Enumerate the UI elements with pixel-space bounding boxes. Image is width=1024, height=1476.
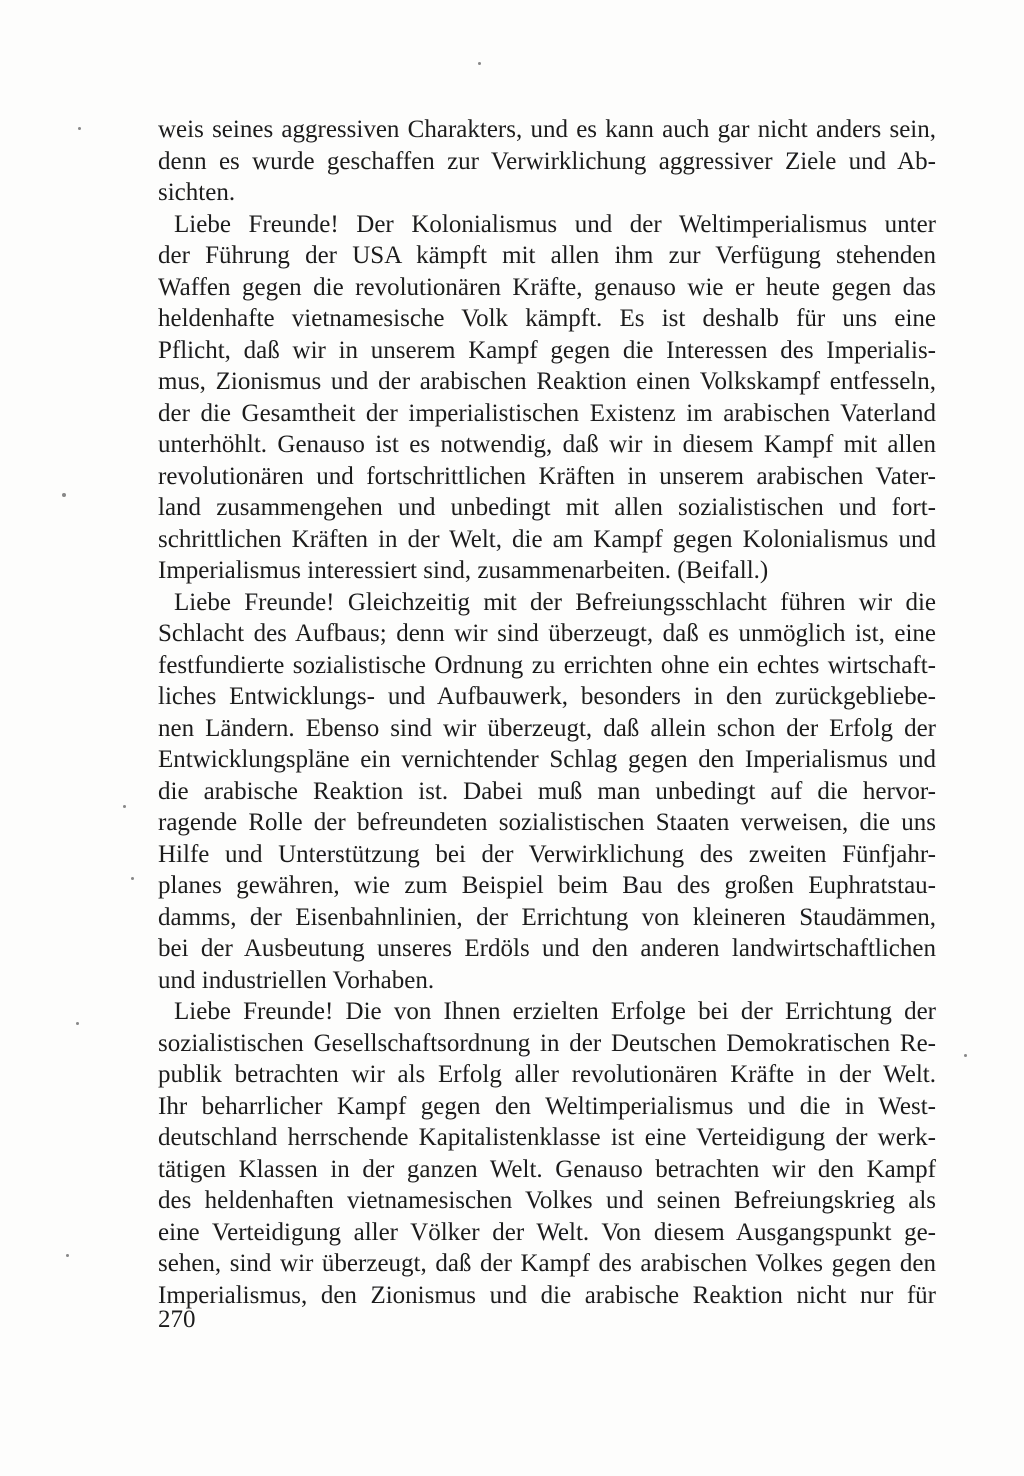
text-line: Waffen gegen die revolutionären Kräfte, genauso wie er heute gegen das xyxy=(158,273,936,301)
text-line: schrittlichen Kräften in der Welt, die am Kampf gegen Kolonialismus und xyxy=(158,525,936,553)
text-line: und industriellen Vorhaben. xyxy=(158,966,435,994)
page-number: 270 xyxy=(158,1306,196,1333)
text-line: land zusammengehen und unbedingt mit allen sozialistischen und fort- xyxy=(158,494,936,521)
scan-speck xyxy=(76,1022,79,1025)
text-line: der Führung der USA kämpft mit allen ihm zur Verfügung stehenden xyxy=(158,242,936,269)
text-line: Liebe Freunde! Die von Ihnen erzielten Erfolge bei der Errichtung der xyxy=(174,998,936,1025)
body-text xyxy=(158,114,936,1311)
text-line: Hilfe und Unterstützung bei der Verwirklichung des zweiten Fünfjahr- xyxy=(158,840,936,868)
text-line: Imperialismus, den Zionismus und die arabische Reaktion nicht nur für xyxy=(158,1281,936,1309)
text-line: festfundierte sozialistische Ordnung zu errichten ohne ein echtes wirtschaft- xyxy=(158,651,936,679)
text-line: ragende Rolle der befreundeten sozialistischen Staaten verweisen, die uns xyxy=(158,809,936,836)
text-line: Ihr beharrlicher Kampf gegen den Weltimperialismus und die in West- xyxy=(158,1092,936,1120)
text-line: des heldenhaften vietnamesischen Volkes und seinen Befreiungskrieg als xyxy=(158,1187,936,1214)
text-line: weis seines aggressiven Charakters, und es kann auch gar nicht anders sein, xyxy=(158,116,936,143)
text-line: sichten. xyxy=(158,179,236,206)
text-line: liches Entwicklungs- und Aufbauwerk, besonders in den zurückgebliebe- xyxy=(158,683,936,710)
text-line: deutschland herrschende Kapitalistenklasse ist eine Verteidigung der werk- xyxy=(158,1124,936,1151)
text-line: damms, der Eisenbahnlinien, der Errichtung von kleineren Staudämmen, xyxy=(158,903,936,931)
text-line: Imperialismus interessiert sind, zusammenarbeiten. (Beifall.) xyxy=(158,557,769,584)
text-line: mus, Zionismus und der arabischen Reaktion einen Volkskampf entfesseln, xyxy=(158,368,936,395)
scan-speck xyxy=(78,127,81,130)
text-line: bei der Ausbeutung unseres Erdöls und den anderen landwirtschaftlichen xyxy=(158,935,936,962)
text-line: der die Gesamtheit der imperialistischen Existenz im arabischen Vaterland xyxy=(158,399,936,427)
paragraph xyxy=(158,996,936,1311)
scan-speck xyxy=(66,1254,69,1257)
text-line: nen Ländern. Ebenso sind wir überzeugt, daß allein schon der Erfolg der xyxy=(158,714,936,742)
text-line: die arabische Reaktion ist. Dabei muß man unbedingt auf die hervor- xyxy=(158,777,936,805)
text-line: unterhöhlt. Genauso ist es notwendig, daß wir in diesem Kampf mit allen xyxy=(158,431,936,458)
text-line: Entwicklungspläne ein vernichtender Schlag gegen den Imperialismus und xyxy=(158,746,936,773)
paragraph xyxy=(158,587,936,997)
paragraph xyxy=(158,209,936,587)
text-line: publik betrachten wir als Erfolg aller revolutionären Kräfte in der Welt. xyxy=(158,1061,936,1088)
scan-speck xyxy=(123,805,126,808)
scan-speck xyxy=(478,62,481,65)
text-line: revolutionären und fortschrittlichen Kräften in unserem arabischen Vater- xyxy=(158,462,936,490)
text-line: tätigen Klassen in der ganzen Welt. Genauso betrachten wir den Kampf xyxy=(158,1155,936,1183)
text-line: eine Verteidigung aller Völker der Welt. Von diesem Ausgangspunkt ge- xyxy=(158,1218,936,1246)
scan-speck xyxy=(62,493,66,497)
text-line: Pflicht, daß wir in unserem Kampf gegen die Interessen des Imperialis- xyxy=(158,336,936,364)
text-line: heldenhafte vietnamesische Volk kämpft. Es ist deshalb für uns eine xyxy=(158,305,936,332)
scan-speck xyxy=(131,877,134,880)
text-line: Schlacht des Aufbaus; denn wir sind überzeugt, daß es unmöglich ist, eine xyxy=(158,620,936,647)
text-line: sehen, sind wir überzeugt, daß der Kampf des arabischen Volkes gegen den xyxy=(158,1250,936,1277)
text-line: planes gewähren, wie zum Beispiel beim Bau des großen Euphratstau- xyxy=(158,872,936,899)
scan-speck xyxy=(964,1054,967,1057)
text-line: denn es wurde geschaffen zur Verwirklichung aggressiver Ziele und Ab- xyxy=(158,147,936,175)
text-line: Liebe Freunde! Der Kolonialismus und der Weltimperialismus unter xyxy=(174,210,936,238)
text-line: Liebe Freunde! Gleichzeitig mit der Befreiungsschlacht führen wir die xyxy=(174,588,936,616)
paragraph xyxy=(158,114,936,209)
text-line: sozialistischen Gesellschaftsordnung in der Deutschen Demokratischen Re- xyxy=(158,1029,936,1057)
